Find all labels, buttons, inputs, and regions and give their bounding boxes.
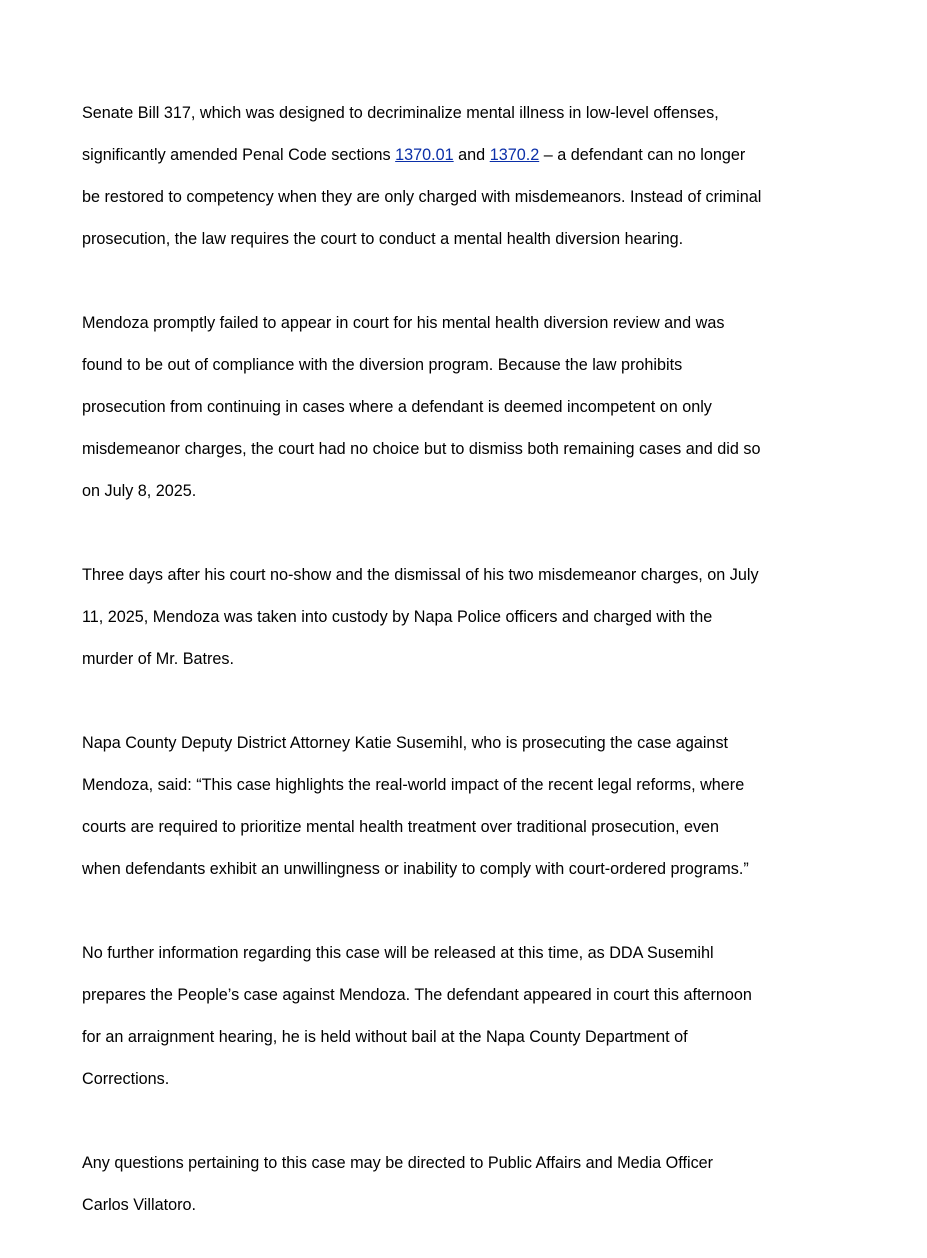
penal-code-1370-01-link[interactable]: 1370.01 bbox=[395, 146, 454, 164]
text-line: misdemeanor charges, the court had no choice but to dismiss both remaining cases and did so bbox=[82, 440, 761, 458]
text-line: Mendoza promptly failed to appear in court for his mental health diversion review and was bbox=[82, 314, 725, 332]
paragraph-sb317 bbox=[82, 82, 852, 271]
paragraph-dda-quote bbox=[82, 712, 852, 901]
document-body bbox=[82, 82, 852, 1258]
text-line: courts are required to prioritize mental health treatment over traditional prosecution, even bbox=[82, 818, 720, 836]
text-line: 11, 2025, Mendoza was taken into custody by Napa Police officers and charged with the bbox=[82, 608, 713, 626]
text-line: prepares the People’s case against Mendoza. The defendant appeared in court this afternoon bbox=[82, 986, 752, 1004]
text-line: No further information regarding this case will be released at this time, as DDA Susemihl bbox=[82, 944, 714, 962]
text-span: and bbox=[453, 146, 490, 164]
text-line-with-links bbox=[82, 145, 852, 166]
text-line: Three days after his court no-show and the dismissal of his two misdemeanor charges, on July bbox=[82, 566, 759, 584]
text-line: found to be out of compliance with the diversion program. Because the law prohibits bbox=[82, 356, 683, 374]
text-span: – a defendant can no longer bbox=[539, 146, 746, 164]
text-span: significantly amended Penal Code sections bbox=[82, 146, 396, 164]
paragraph-custody bbox=[82, 544, 852, 691]
text-line: murder of Mr. Batres. bbox=[82, 650, 235, 668]
paragraph-contact bbox=[82, 1132, 852, 1237]
text-line: Carlos Villatoro. bbox=[82, 1196, 196, 1214]
paragraph-no-further-info bbox=[82, 922, 852, 1111]
text-line: on July 8, 2025. bbox=[82, 482, 197, 500]
text-line: Mendoza, said: “This case highlights the real-world impact of the recent legal reforms, where bbox=[82, 776, 745, 794]
text-line: prosecution, the law requires the court to conduct a mental health diversion hearing. bbox=[82, 230, 684, 248]
text-line: prosecution from continuing in cases where a defendant is deemed incompetent on only bbox=[82, 398, 712, 416]
text-line: Napa County Deputy District Attorney Katie Susemihl, who is prosecuting the case against bbox=[82, 734, 729, 752]
text-line: Corrections. bbox=[82, 1070, 170, 1088]
text-line: for an arraignment hearing, he is held without bail at the Napa County Department of bbox=[82, 1028, 688, 1046]
text-line: be restored to competency when they are only charged with misdemeanors. Instead of criminal bbox=[82, 188, 762, 206]
text-line: Any questions pertaining to this case may be directed to Public Affairs and Media Officer bbox=[82, 1154, 714, 1172]
penal-code-1370-2-link[interactable]: 1370.2 bbox=[489, 146, 540, 164]
text-line: when defendants exhibit an unwillingness or inability to comply with court-ordered programs.” bbox=[82, 860, 749, 878]
paragraph-failure-to-appear bbox=[82, 292, 852, 523]
text-line: Senate Bill 317, which was designed to decriminalize mental illness in low-level offenses, bbox=[82, 104, 719, 122]
